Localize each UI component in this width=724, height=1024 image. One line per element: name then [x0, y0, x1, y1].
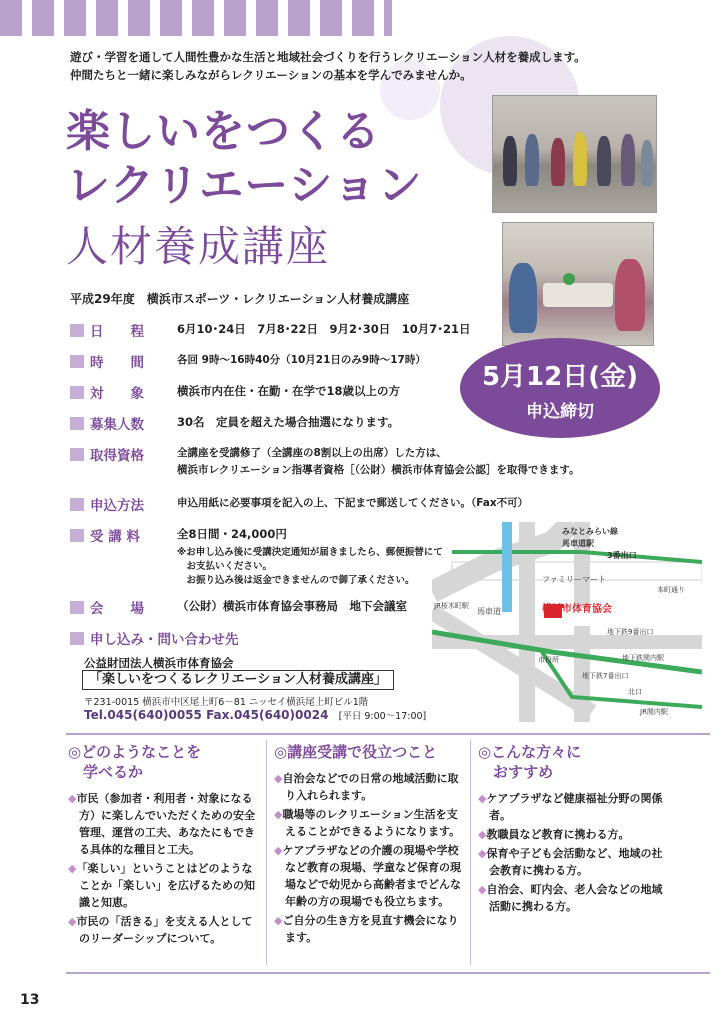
- contact-program: 「楽しいをつくるレクリエーション人材養成講座」: [82, 670, 394, 690]
- photo-craft-activity: [502, 222, 654, 346]
- list-item: ◆自治会などでの日常の地域活動に取り入れられます。: [274, 772, 459, 802]
- map-label-shiyakusho: 市役所: [538, 656, 559, 664]
- title-line-3: 人材養成講座: [66, 222, 331, 271]
- list-item: ◆教職員など教育に携わる方。: [478, 828, 630, 841]
- map-label-exit7: 地下鉄7番出口: [582, 672, 629, 680]
- map-label-exit9: 地下鉄9番出口: [607, 628, 654, 636]
- title-line-2: レクリエーション: [66, 160, 423, 211]
- map-river: [502, 522, 512, 612]
- contact-tel: Tel.045(640)0055: [84, 708, 202, 722]
- value-apply-method: 申込用紙に必要事項を記入の上、下記まで郵送してください。（Fax不可）: [177, 497, 529, 509]
- deadline-date: 5月12日(金): [481, 362, 639, 392]
- map-label-bashamichi-st: 馬車道: [477, 607, 501, 616]
- intro-line-2: 仲間たちと一緒に楽しみながらレクリエーションの基本を学んでみませんか。: [70, 68, 472, 82]
- column-learn: [68, 742, 263, 949]
- value-qualification: [177, 445, 580, 479]
- intro-text: [70, 48, 670, 84]
- value-capacity: 30名 定員を超えた場合抽選になります。: [177, 415, 400, 429]
- list-item: ◆職場等のレクリエーション生活を支えることができるようになります。: [274, 808, 461, 838]
- label-qualification: 取得資格: [70, 444, 144, 464]
- deadline-badge: [460, 338, 660, 438]
- map-label-minatomirai: みなとみらい線: [562, 527, 618, 536]
- column-recommend-heading-1: ◎こんな方々に: [478, 743, 582, 761]
- value-target: 横浜市内在住・在勤・在学で18歳以上の方: [177, 384, 401, 398]
- fee-note-2: お支払いください。: [177, 561, 273, 572]
- map-label-sakuragicho: JR桜木町駅: [434, 602, 469, 610]
- bottom-divider: [66, 972, 710, 974]
- map-label-kitaguchi: 北口: [628, 688, 642, 696]
- list-item: ◆ご自分の生き方を見直す機会になります。: [274, 914, 459, 944]
- top-stripes: [0, 0, 392, 36]
- map-label-kyokai: 横浜市体育協会: [542, 604, 612, 615]
- column-learn-heading: [68, 742, 263, 782]
- list-item: ◆ケアプラザなどの介護の現場や学校など教育の現場、学童など保育の現場などで幼児から高齢者までどんな年齢の方の現場でも役立ちます。: [274, 844, 461, 908]
- contact-fax: Fax.045(640)0024: [206, 708, 329, 722]
- label-target: 対 象: [70, 382, 144, 402]
- photo-group-dance: [492, 95, 657, 213]
- column-benefits-heading: [274, 742, 466, 762]
- list-item: ◆自治会、町内会、老人会などの地域活動に携わる方。: [478, 883, 663, 913]
- column-learn-heading-1: ◎どのようなことを: [68, 743, 202, 761]
- value-time: 各回 9時〜16時40分（10月21日のみ9時〜17時）: [177, 354, 426, 366]
- list-item: ◆市民（参加者・利用者・対象になる方）に楽しんでいただくための安全管理、運営の工夫、あなたにもできる具体的な種目と工夫。: [68, 792, 255, 856]
- value-venue: （公財）横浜市体育協会事務局 地下会議室: [177, 599, 407, 613]
- contact-address: 〒231-0015 横浜市中区尾上町6－81 ニッセイ横浜尾上町ビル1階: [84, 697, 369, 708]
- section-divider: [66, 733, 710, 735]
- access-map: [432, 522, 702, 722]
- column-benefits: [274, 742, 466, 948]
- label-contact: 申し込み・問い合わせ先: [70, 628, 239, 648]
- value-schedule: 6月10･24日 7月8･22日 9月2･30日 10月7･21日: [177, 322, 471, 336]
- course-subtitle: 平成29年度 横浜市スポーツ・レクリエーション人材養成講座: [70, 292, 410, 306]
- column-learn-heading-2: 学べるか: [68, 763, 144, 781]
- column-recommend-heading-2: おすすめ: [478, 763, 554, 781]
- contact-hours: [平日 9:00〜17:00]: [338, 711, 427, 722]
- column-benefits-heading-1: ◎講座受講で役立つこと: [274, 743, 438, 761]
- value-fee: 全8日間・24,000円: [177, 527, 287, 541]
- intro-line-1: 遊び・学習を通して人間性豊かな生活と地域社会づくりを行うレクリエーション人材を養成します。: [70, 50, 586, 64]
- map-label-exit3: 3番出口: [607, 551, 637, 560]
- label-capacity: 募集人数: [70, 413, 144, 433]
- contact-org: 公益財団法人横浜市体育協会: [84, 656, 234, 670]
- map-label-subway-kannai: 地下鉄関内駅: [622, 654, 664, 662]
- fee-note: [177, 546, 443, 588]
- label-venue: 会 場: [70, 597, 144, 617]
- map-label-jr-kannai: JR関内駅: [640, 708, 668, 716]
- fee-note-1: ※お申し込み後に受講決定通知が届きましたら、郵便振替にて: [177, 547, 443, 558]
- column-separator-2: [470, 740, 471, 965]
- label-apply-method: 申込方法: [70, 494, 144, 514]
- contact-phone: [84, 708, 426, 722]
- column-separator-1: [266, 740, 267, 965]
- label-time: 時 間: [70, 351, 144, 371]
- column-recommend-heading: [478, 742, 670, 782]
- label-fee: 受 講 料: [70, 525, 140, 545]
- title-line-1: 楽しいをつくる: [66, 106, 381, 157]
- list-item: ◆保育や子ども会活動など、地域の社会教育に携わる方。: [478, 847, 663, 877]
- value-qualification-2: 横浜市レクリエーション指導者資格［（公財）横浜市体育協会公認］を取得できます。: [177, 464, 580, 476]
- list-item: ◆市民の「活きる」を支える人としてのリーダーシップについて。: [68, 915, 253, 945]
- map-label-bashamichi: 馬車道駅: [562, 539, 594, 548]
- map-label-honcho: 本町通り: [657, 586, 685, 594]
- column-recommend: [478, 742, 670, 917]
- page-number: 13: [20, 992, 40, 1008]
- list-item: ◆「楽しい」ということはどのようなことか「楽しい」を広げるための知識と知恵。: [68, 862, 255, 909]
- label-schedule: 日 程: [70, 320, 144, 340]
- value-qualification-1: 全講座を受講修了（全講座の8割以上の出席）した方は、: [177, 447, 447, 459]
- fee-note-3: お振り込み後は返金できませんので御了承ください。: [177, 575, 415, 586]
- list-item: ◆ケアプラザなど健康福祉分野の関係者。: [478, 792, 663, 822]
- deadline-label: 申込締切: [526, 402, 594, 422]
- map-label-family-mart: ファミリーマート: [542, 575, 606, 584]
